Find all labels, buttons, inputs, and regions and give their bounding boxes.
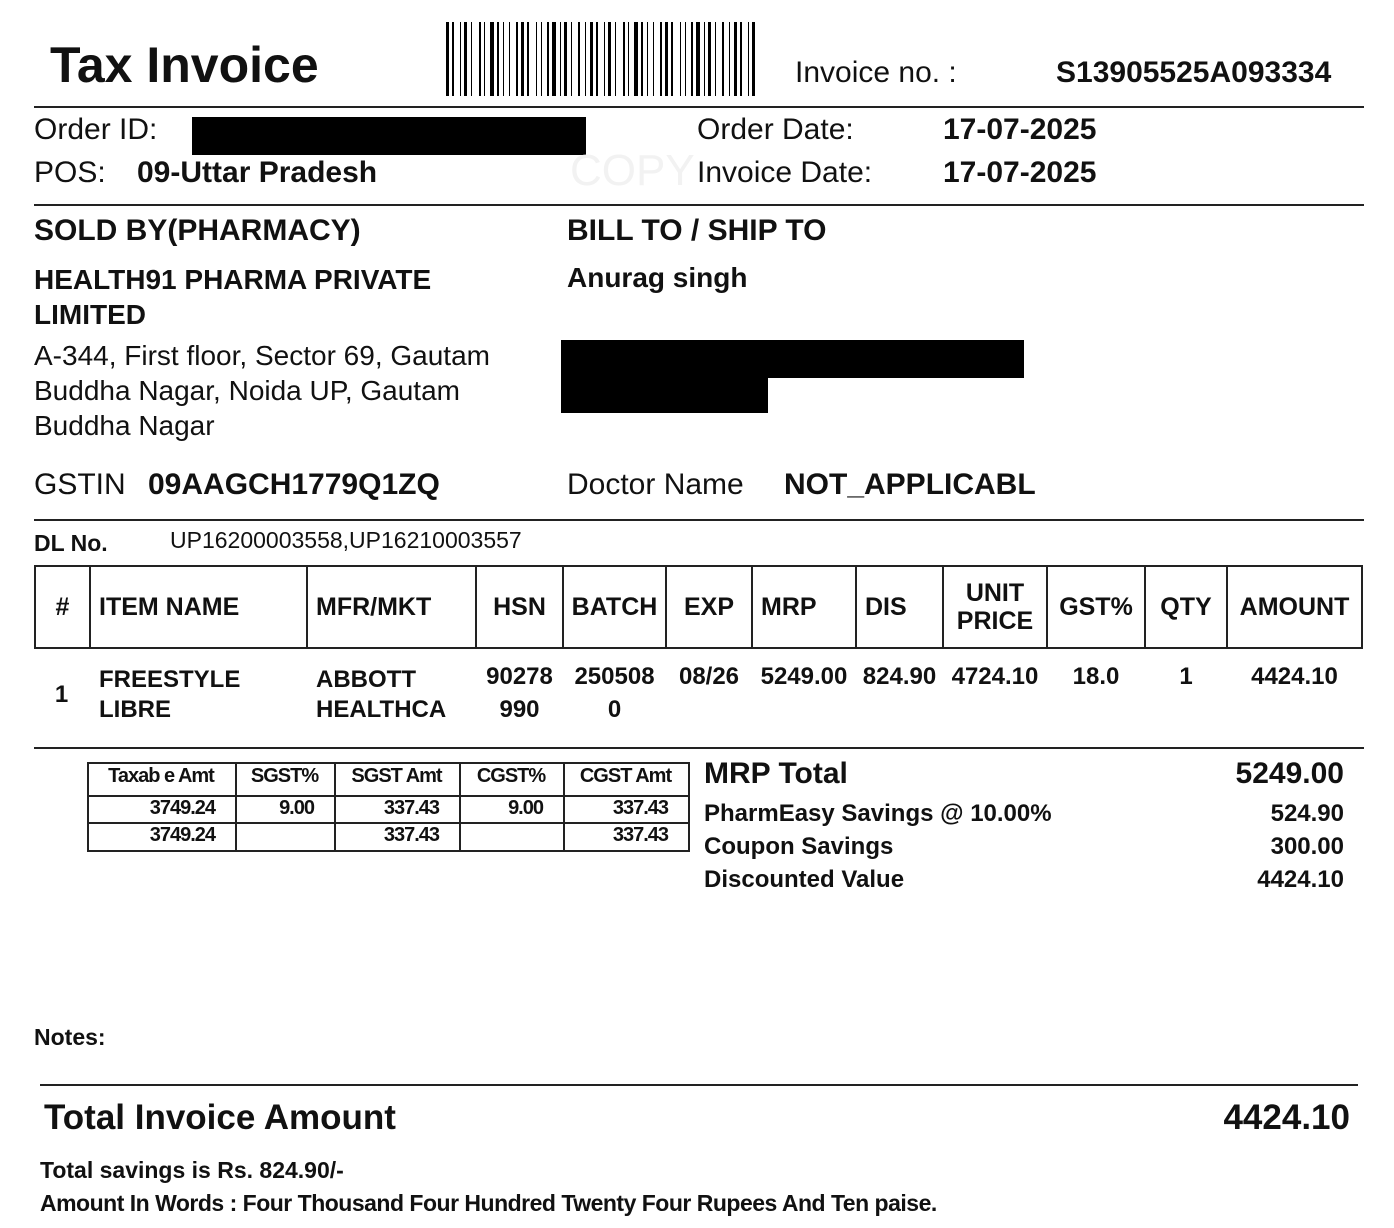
tax-header: SGST Amt (351, 765, 442, 787)
barcode-bar (660, 22, 662, 96)
barcode-bar (490, 22, 494, 96)
table-cell: 1 (54, 681, 69, 708)
barcode-bar (740, 22, 742, 96)
table-cell: ABBOTT HEALTHCA (316, 666, 447, 723)
table-cell: 18.0 (1072, 663, 1120, 690)
column-header: MFR/MKT (316, 593, 432, 621)
summary-label: Coupon Savings (704, 833, 894, 860)
barcode-bar (685, 22, 686, 96)
barcode-bar (615, 22, 616, 96)
summary-value: 524.90 (1270, 800, 1344, 827)
barcode-bar (608, 22, 611, 96)
barcode-bar (604, 22, 605, 96)
barcode-bar (641, 22, 643, 96)
barcode-icon (446, 22, 762, 96)
barcode-bar (665, 22, 668, 96)
seller-heading: SOLD BY(PHARMACY) (34, 214, 361, 247)
barcode-bar (590, 22, 593, 96)
column-header: DIS (865, 593, 907, 621)
barcode-bar (479, 22, 481, 96)
table-cell: 4424.10 (1251, 663, 1338, 690)
column-header: EXP (683, 593, 735, 621)
pos-value: 09-Uttar Pradesh (137, 156, 378, 189)
summary-value: 5249.00 (1235, 757, 1344, 790)
invoice-date-label: Invoice Date: (697, 156, 873, 189)
barcode-bar (452, 22, 454, 96)
tax-header: CGST% (476, 765, 546, 787)
table-cell: 1 (1179, 663, 1193, 690)
total-label: Total Invoice Amount (44, 1098, 396, 1137)
seller-address: A-344, First floor, Sector 69, Gautam Buddha Nagar, Noida UP, Gautam Buddha Nagar (34, 340, 490, 441)
table-cell: 5249.00 (760, 663, 848, 690)
order-date-label: Order Date: (697, 113, 854, 146)
invoice-no-label: Invoice no. : (795, 56, 957, 89)
barcode-bar (691, 22, 693, 96)
barcode-bar (628, 22, 629, 96)
tax-cell: 337.43 (383, 824, 439, 846)
summary-label: MRP Total (704, 757, 848, 790)
barcode-bar (564, 22, 567, 96)
barcode-bar (680, 22, 681, 96)
order-id-label: Order ID: (34, 113, 158, 146)
summary-label: PharmEasy Savings @ 10.00% (704, 800, 1052, 827)
column-header: # (55, 593, 70, 621)
doctor-value: NOT_APPLICABL (784, 468, 1036, 501)
barcode-bar (734, 22, 737, 96)
barcode-bar (748, 22, 749, 96)
column-header: UNIT PRICE (956, 579, 1034, 635)
barcode-bar (446, 22, 449, 96)
tax-table-border (87, 850, 690, 852)
tax-cell: 337.43 (612, 824, 668, 846)
tax-header: Taxab e Amt (108, 765, 214, 787)
barcode-bar (509, 22, 510, 96)
total-savings: Total savings is Rs. 824.90/- (40, 1157, 344, 1183)
invoice-title: Tax Invoice (50, 37, 319, 93)
total-value: 4424.10 (1223, 1098, 1350, 1137)
pos-label: POS: (34, 156, 106, 189)
barcode-bar (527, 22, 529, 96)
barcode-bar (585, 22, 586, 96)
barcode-bar (571, 22, 572, 96)
dl-value: UP16200003558,UP16210003557 (170, 527, 522, 553)
barcode-bar (536, 22, 537, 96)
table-cell: 824.90 (862, 663, 937, 690)
tax-header: CGST Amt (579, 765, 672, 787)
order-date: 17-07-2025 (943, 113, 1097, 146)
table-border (1361, 565, 1363, 649)
amount-in-words: Amount In Words : Four Thousand Four Hundred Twenty Four Rupees And Ten paise. (40, 1190, 937, 1216)
barcode-bar (516, 22, 518, 96)
barcode-bar (547, 22, 549, 96)
dl-label: DL No. (34, 530, 108, 556)
barcode-bar (623, 22, 625, 96)
copy-watermark: COPY (570, 146, 695, 195)
column-header: GST% (1059, 593, 1133, 621)
column-header: HSN (493, 593, 546, 621)
table-cell: 2505080 (574, 663, 655, 723)
gstin-value: 09AAGCH1779Q1ZQ (148, 468, 440, 501)
barcode-bar (704, 22, 705, 96)
redacted-order-id (192, 117, 586, 155)
table-cell: 4724.10 (951, 663, 1039, 690)
buyer-name: Anurag singh (567, 262, 748, 293)
barcode-bar (471, 22, 472, 96)
tax-cell: 9.00 (279, 797, 314, 819)
tax-cell: 337.43 (612, 797, 668, 819)
table-cell: 08/26 (678, 663, 740, 690)
barcode-bar (653, 22, 654, 96)
column-header: ITEM NAME (99, 593, 240, 621)
barcode-bar (497, 22, 499, 96)
tax-cell: 9.00 (508, 797, 543, 819)
barcode-bar (729, 22, 730, 96)
tax-cell: 337.43 (383, 797, 439, 819)
table-border (34, 647, 1363, 649)
barcode-bar (464, 22, 467, 96)
redacted-address-2 (561, 376, 768, 413)
barcode-bar (552, 22, 556, 96)
summary-label: Discounted Value (704, 866, 905, 893)
barcode-bar (752, 22, 755, 96)
barcode-bar (596, 22, 598, 96)
seller-name: HEALTH91 PHARMA PRIVATE LIMITED (34, 264, 432, 330)
barcode-bar (647, 22, 648, 96)
barcode-bar (484, 22, 485, 96)
redacted-address (561, 340, 1024, 378)
column-header: AMOUNT (1239, 593, 1350, 621)
barcode-bar (521, 22, 524, 96)
tax-cell: 3749.24 (149, 797, 215, 819)
gstin-label: GSTIN (34, 468, 126, 501)
barcode-bar (715, 22, 716, 96)
barcode-bar (722, 22, 724, 96)
barcode-bar (708, 22, 711, 96)
barcode-bar (560, 22, 561, 96)
barcode-bar (634, 22, 638, 96)
summary-value: 4424.10 (1257, 866, 1344, 893)
doctor-label: Doctor Name (567, 468, 744, 501)
invoice-date: 17-07-2025 (943, 156, 1097, 189)
barcode-bar (671, 22, 673, 96)
column-header: BATCH (571, 593, 658, 621)
summary-value: 300.00 (1270, 833, 1344, 860)
column-header: MRP (761, 593, 817, 621)
notes-label: Notes: (34, 1024, 106, 1050)
barcode-bar (460, 22, 461, 96)
column-header: QTY (1160, 593, 1212, 621)
barcode-bar (696, 22, 700, 96)
tax-table-border (688, 762, 690, 852)
tax-cell: 3749.24 (149, 824, 215, 846)
table-cell: 90278990 (486, 663, 553, 723)
table-cell: FREESTYLE LIBRE (99, 666, 241, 723)
buyer-heading: BILL TO / SHIP TO (567, 214, 827, 247)
barcode-bar (503, 22, 504, 96)
barcode-bar (578, 22, 580, 96)
barcode-bar (541, 22, 542, 96)
tax-table-border (87, 762, 690, 764)
invoice-no: S13905525A093334 (1056, 56, 1332, 89)
tax-header: SGST% (250, 765, 319, 787)
